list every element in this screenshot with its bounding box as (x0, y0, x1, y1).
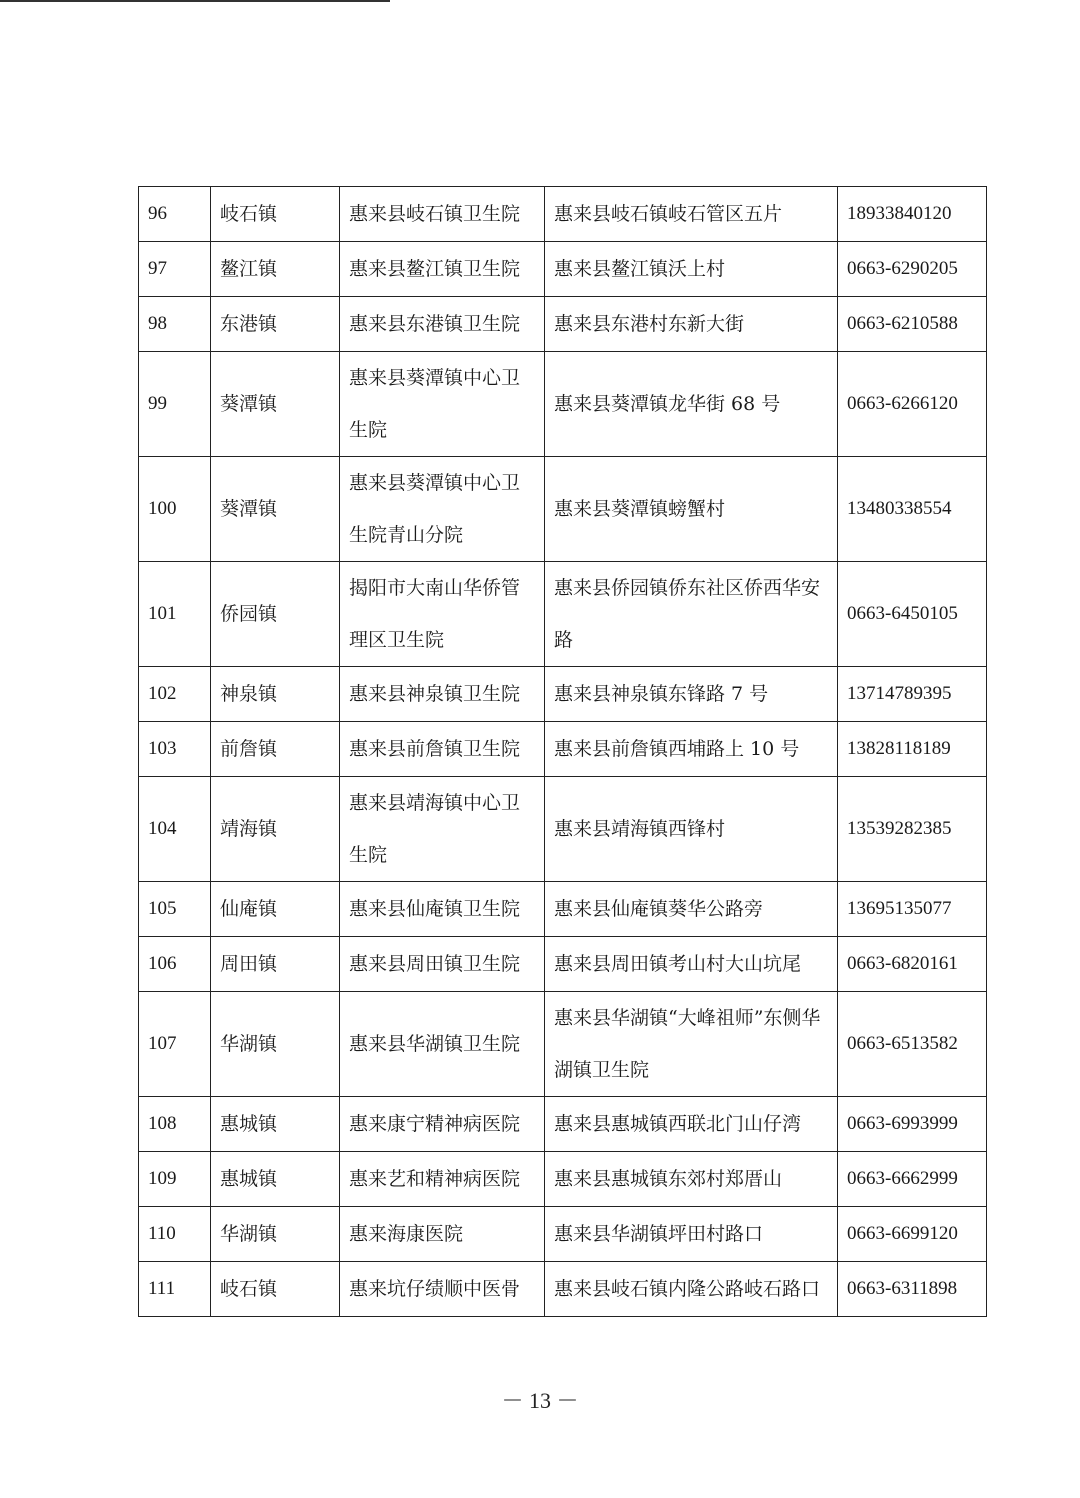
table-row (139, 187, 987, 242)
row-number: 101 (139, 562, 211, 667)
top-rule (0, 0, 390, 2)
facility-name-cell: 惠来坑仔绩顺中医骨 (340, 1262, 545, 1317)
table-row (139, 722, 987, 777)
town-cell: 侨园镇 (211, 562, 340, 667)
table-row (139, 1152, 987, 1207)
phone-cell: 13828118189 (838, 722, 987, 777)
phone-cell: 0663-6266120 (838, 352, 987, 457)
facility-name-cell: 惠来县鳌江镇卫生院 (340, 242, 545, 297)
row-number: 100 (139, 457, 211, 562)
table-row (139, 667, 987, 722)
address-cell: 惠来县仙庵镇葵华公路旁 (545, 882, 838, 937)
address-cell: 惠来县岐石镇内隆公路岐石路口 (545, 1262, 838, 1317)
address-cell: 惠来县葵潭镇龙华街 68 号 (545, 352, 838, 457)
address-cell: 惠来县华湖镇坪田村路口 (545, 1207, 838, 1262)
table-row (139, 992, 987, 1097)
address-cell: 惠来县前詹镇西埔路上 10 号 (545, 722, 838, 777)
town-cell: 惠城镇 (211, 1097, 340, 1152)
phone-cell: 13695135077 (838, 882, 987, 937)
facility-name-cell: 惠来县神泉镇卫生院 (340, 667, 545, 722)
phone-cell: 0663-6820161 (838, 937, 987, 992)
facility-name-cell: 惠来县岐石镇卫生院 (340, 187, 545, 242)
row-number: 96 (139, 187, 211, 242)
address-cell: 惠来县华湖镇“大峰祖师”东侧华湖镇卫生院 (545, 992, 838, 1097)
town-cell: 仙庵镇 (211, 882, 340, 937)
town-cell: 鳌江镇 (211, 242, 340, 297)
row-number: 105 (139, 882, 211, 937)
table-row (139, 457, 987, 562)
address-cell: 惠来县周田镇考山村大山坑尾 (545, 937, 838, 992)
row-number: 99 (139, 352, 211, 457)
table-row (139, 297, 987, 352)
facility-name-cell: 揭阳市大南山华侨管理区卫生院 (340, 562, 545, 667)
town-cell: 岐石镇 (211, 1262, 340, 1317)
town-cell: 岐石镇 (211, 187, 340, 242)
row-number: 97 (139, 242, 211, 297)
page-number: － 13 － (501, 1388, 579, 1413)
address-cell: 惠来县葵潭镇螃蟹村 (545, 457, 838, 562)
phone-cell: 0663-6513582 (838, 992, 987, 1097)
facility-name-cell: 惠来县前詹镇卫生院 (340, 722, 545, 777)
town-cell: 惠城镇 (211, 1152, 340, 1207)
table-row (139, 1207, 987, 1262)
town-cell: 周田镇 (211, 937, 340, 992)
table-row (139, 882, 987, 937)
phone-cell: 0663-6450105 (838, 562, 987, 667)
phone-cell: 13539282385 (838, 777, 987, 882)
facility-name-cell: 惠来县葵潭镇中心卫生院青山分院 (340, 457, 545, 562)
row-number: 111 (139, 1262, 211, 1317)
town-cell: 东港镇 (211, 297, 340, 352)
facility-name-cell: 惠来海康医院 (340, 1207, 545, 1262)
phone-cell: 13480338554 (838, 457, 987, 562)
table-row (139, 777, 987, 882)
town-cell: 葵潭镇 (211, 352, 340, 457)
row-number: 108 (139, 1097, 211, 1152)
address-cell: 惠来县侨园镇侨东社区侨西华安路 (545, 562, 838, 667)
phone-cell: 0663-6699120 (838, 1207, 987, 1262)
phone-cell: 13714789395 (838, 667, 987, 722)
row-number: 109 (139, 1152, 211, 1207)
facility-name-cell: 惠来康宁精神病医院 (340, 1097, 545, 1152)
row-number: 98 (139, 297, 211, 352)
phone-cell: 18933840120 (838, 187, 987, 242)
health-facility-table (138, 186, 987, 1317)
facility-name-cell: 惠来县华湖镇卫生院 (340, 992, 545, 1097)
address-cell: 惠来县靖海镇西锋村 (545, 777, 838, 882)
address-cell: 惠来县岐石镇岐石管区五片 (545, 187, 838, 242)
row-number: 102 (139, 667, 211, 722)
address-cell: 惠来县惠城镇西联北门山仔湾 (545, 1097, 838, 1152)
table-row (139, 1262, 987, 1317)
row-number: 107 (139, 992, 211, 1097)
table-row (139, 352, 987, 457)
address-cell: 惠来县惠城镇东郊村郑厝山 (545, 1152, 838, 1207)
row-number: 103 (139, 722, 211, 777)
table-row (139, 1097, 987, 1152)
table-row (139, 242, 987, 297)
facility-name-cell: 惠来县葵潭镇中心卫生院 (340, 352, 545, 457)
table-row (139, 562, 987, 667)
address-cell: 惠来县神泉镇东锋路 7 号 (545, 667, 838, 722)
town-cell: 靖海镇 (211, 777, 340, 882)
town-cell: 华湖镇 (211, 1207, 340, 1262)
facility-name-cell: 惠来县周田镇卫生院 (340, 937, 545, 992)
town-cell: 神泉镇 (211, 667, 340, 722)
town-cell: 华湖镇 (211, 992, 340, 1097)
phone-cell: 0663-6290205 (838, 242, 987, 297)
town-cell: 葵潭镇 (211, 457, 340, 562)
row-number: 106 (139, 937, 211, 992)
phone-cell: 0663-6210588 (838, 297, 987, 352)
phone-cell: 0663-6311898 (838, 1262, 987, 1317)
row-number: 110 (139, 1207, 211, 1262)
phone-cell: 0663-6662999 (838, 1152, 987, 1207)
town-cell: 前詹镇 (211, 722, 340, 777)
row-number: 104 (139, 777, 211, 882)
address-cell: 惠来县鳌江镇沃上村 (545, 242, 838, 297)
facility-name-cell: 惠来艺和精神病医院 (340, 1152, 545, 1207)
address-cell: 惠来县东港村东新大街 (545, 297, 838, 352)
table-row (139, 937, 987, 992)
phone-cell: 0663-6993999 (838, 1097, 987, 1152)
facility-name-cell: 惠来县东港镇卫生院 (340, 297, 545, 352)
facility-name-cell: 惠来县靖海镇中心卫生院 (340, 777, 545, 882)
facility-name-cell: 惠来县仙庵镇卫生院 (340, 882, 545, 937)
